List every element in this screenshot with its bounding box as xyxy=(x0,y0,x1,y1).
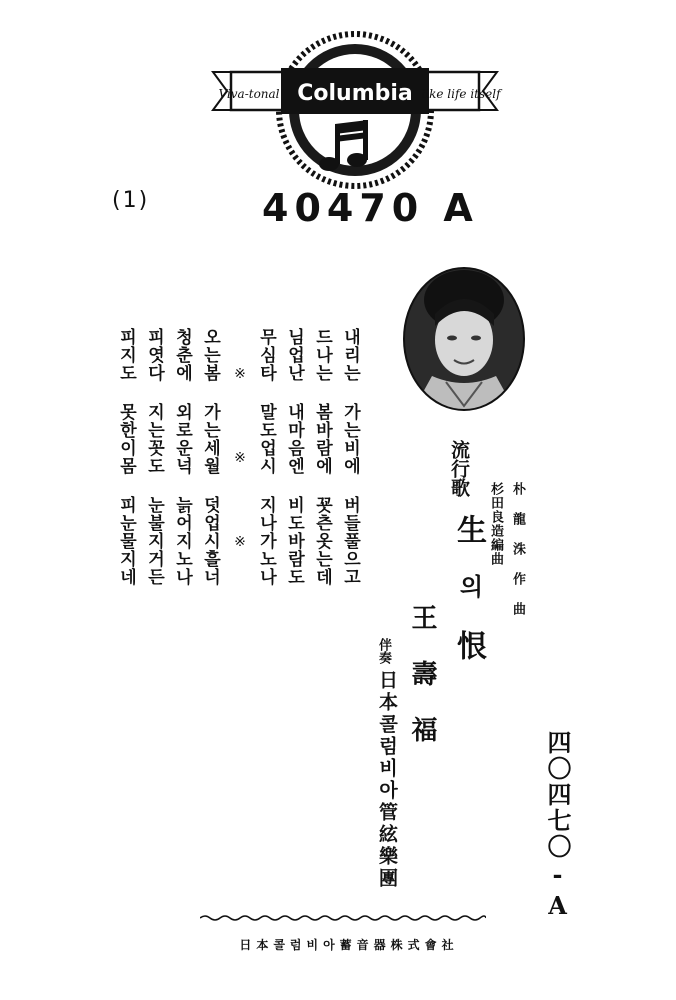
orchestra-name: 日本콜럼비아管絃樂團 xyxy=(376,670,398,890)
song-title-part2: 의 xyxy=(455,574,484,598)
record-index: (1) xyxy=(112,188,150,213)
lyric-line-4: 무심타 말도업시 지나가노나 xyxy=(256,328,276,586)
brand-name: Columbia xyxy=(297,81,413,106)
arranger-credit: 杉田良造編曲 xyxy=(488,482,503,566)
song-title-part1: 生 xyxy=(451,514,486,544)
verse-separator: ※ ※ ※ xyxy=(232,366,248,576)
lyric-line-6: 청춘에 외로운넉 늙어지노나 xyxy=(172,328,192,586)
lyric-line-5: 오는봄 가는세월 덧업시흘너 xyxy=(200,328,220,586)
catalog-number-vertical: 四〇四七〇-A xyxy=(543,730,572,922)
catalog-number: 40470 A xyxy=(262,186,479,230)
singer-portrait xyxy=(402,266,526,412)
lyric-line-3: 님업난 내마음엔 비도바람도 xyxy=(284,328,304,586)
company-name: 日本콜럼비아蓄音器株式會社 xyxy=(239,938,459,952)
lyric-line-7: 피엿다 지는꼿도 눈불지거든 xyxy=(144,328,164,586)
song-genre: 流行歌 xyxy=(448,440,470,497)
motto-left: Viva-tonal xyxy=(218,87,280,101)
song-title-part3: 恨 xyxy=(451,630,486,660)
motto-right: like life itself xyxy=(421,87,501,101)
singer-name: 王壽福 xyxy=(407,604,437,772)
wavy-divider xyxy=(200,914,486,922)
columbia-logo xyxy=(205,28,505,190)
lyric-line-8: 피지도 못한이몸 피눈물지네 xyxy=(116,328,136,586)
lyric-line-2: 드나는 봄바람에 꾯츤옷는데 xyxy=(312,328,332,586)
performance-label: 伴奏 xyxy=(376,638,391,664)
composer-credit: 朴 龍 洙 作 曲 xyxy=(510,482,525,616)
lyric-line-1: 내리는 가는비에 버들풀으고 xyxy=(340,328,360,586)
